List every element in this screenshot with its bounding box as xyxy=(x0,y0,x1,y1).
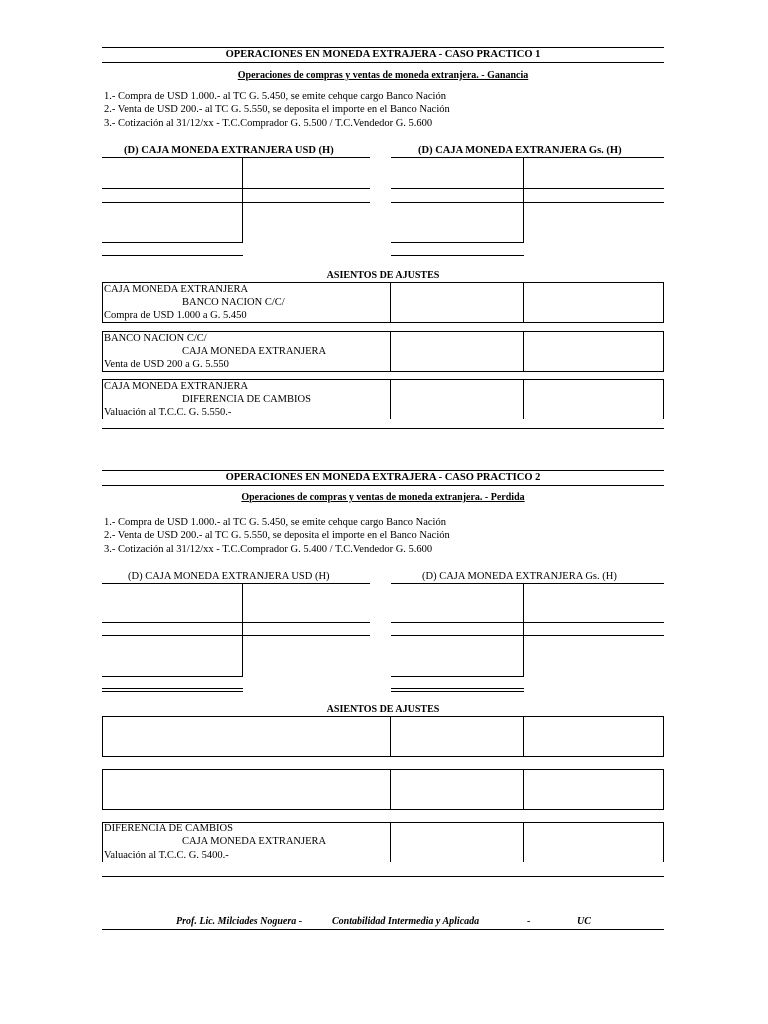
entry-credit-col-rule xyxy=(523,282,524,322)
top-rule xyxy=(102,470,664,471)
t-account-header: (D) CAJA MONEDA EXTRANJERA Gs. (H) xyxy=(422,571,617,582)
t-account-rule xyxy=(102,676,243,677)
t-account-rule xyxy=(391,188,664,189)
footer-separator: - xyxy=(527,916,531,927)
t-account-divider xyxy=(242,157,243,242)
entry-credit-col-rule xyxy=(523,769,524,809)
t-account-rule xyxy=(391,242,524,243)
ajustes-title: ASIENTOS DE AJUSTES xyxy=(326,270,440,281)
entry-debit-account: CAJA MONEDA EXTRANJERA xyxy=(104,381,249,392)
t-account-top-rule xyxy=(102,583,370,584)
case-subtitle: Operaciones de compras y ventas de moneda extranjera. - Ganancia xyxy=(237,70,529,81)
t-account-top-rule xyxy=(102,157,370,158)
entry-credit-col-rule xyxy=(523,331,524,371)
entry-right-rule xyxy=(663,379,664,419)
entry-debit-account: CAJA MONEDA EXTRANJERA xyxy=(104,284,249,295)
footer-rule xyxy=(102,929,664,930)
entry-left-rule xyxy=(102,331,103,371)
entry-bottom-rule xyxy=(102,371,664,372)
footer-author: Prof. Lic. Milciades Noguera - xyxy=(176,916,303,927)
t-account-rule xyxy=(102,635,370,636)
entry-left-rule xyxy=(102,282,103,322)
t-account-rule xyxy=(102,202,370,203)
entry-bottom-rule xyxy=(102,876,664,877)
entry-credit-col-rule xyxy=(523,716,524,756)
entry-bottom-rule xyxy=(102,809,664,810)
entry-right-rule xyxy=(663,769,664,809)
title-rule xyxy=(102,62,664,63)
entry-debit-col-rule xyxy=(390,331,391,371)
t-account-total-rule xyxy=(102,691,243,692)
entry-description: Venta de USD 200 a G. 5.550 xyxy=(104,359,229,370)
case-title: OPERACIONES EN MONEDA EXTRAJERA - CASO PRACTICO 1 xyxy=(225,49,541,60)
entry-bottom-rule xyxy=(102,322,664,323)
t-account-header: (D) CAJA MONEDA EXTRANJERA USD (H) xyxy=(124,145,334,156)
case-title: OPERACIONES EN MONEDA EXTRAJERA - CASO PRACTICO 2 xyxy=(225,472,541,483)
t-account-rule xyxy=(102,242,243,243)
t-account-rule xyxy=(102,188,370,189)
statement-line: 1.- Compra de USD 1.000.- al TC G. 5.450, se emite cehque cargo Banco Nación xyxy=(104,517,446,528)
entry-credit-col-rule xyxy=(523,379,524,419)
t-account-header: (D) CAJA MONEDA EXTRANJERA USD (H) xyxy=(128,571,330,582)
t-account-rule xyxy=(102,622,370,623)
t-account-divider xyxy=(523,157,524,242)
entry-debit-col-rule xyxy=(390,282,391,322)
entry-debit-account: DIFERENCIA DE CAMBIOS xyxy=(104,823,233,834)
entry-top-rule xyxy=(102,769,664,770)
entry-left-rule xyxy=(102,769,103,809)
t-account-total-rule xyxy=(391,691,524,692)
entry-bottom-rule xyxy=(102,756,664,757)
entry-description: Valuación al T.C.C. G. 5400.- xyxy=(104,850,229,861)
entry-debit-col-rule xyxy=(390,716,391,756)
top-rule xyxy=(102,47,664,48)
entry-debit-account: BANCO NACION C/C/ xyxy=(104,333,207,344)
entry-bottom-rule xyxy=(102,428,664,429)
statement-line: 3.- Cotización al 31/12/xx - T.C.Comprador G. 5.400 / T.C.Vendedor G. 5.600 xyxy=(104,544,433,555)
entry-credit-account: CAJA MONEDA EXTRANJERA xyxy=(182,836,327,847)
entry-right-rule xyxy=(663,282,664,322)
t-account-total-rule xyxy=(391,688,524,689)
entry-description: Valuación al T.C.C. G. 5.550.- xyxy=(104,407,232,418)
title-rule xyxy=(102,485,664,486)
t-account-total-rule xyxy=(102,255,243,256)
t-account-header: (D) CAJA MONEDA EXTRANJERA Gs. (H) xyxy=(418,145,622,156)
entry-right-rule xyxy=(663,331,664,371)
t-account-total-rule xyxy=(102,688,243,689)
entry-left-rule xyxy=(102,379,103,419)
statement-line: 1.- Compra de USD 1.000.- al TC G. 5.450, se emite cehque cargo Banco Nación xyxy=(104,91,446,102)
t-account-rule xyxy=(391,635,664,636)
entry-top-rule xyxy=(102,331,664,332)
entry-credit-account: DIFERENCIA DE CAMBIOS xyxy=(182,394,311,405)
case-subtitle: Operaciones de compras y ventas de moneda extranjera. - Perdida xyxy=(241,492,525,503)
entry-credit-account: CAJA MONEDA EXTRANJERA xyxy=(182,346,327,357)
t-account-divider xyxy=(523,583,524,676)
t-account-rule xyxy=(391,202,664,203)
t-account-total-rule xyxy=(391,255,524,256)
entry-right-rule xyxy=(663,822,664,862)
ajustes-title: ASIENTOS DE AJUSTES xyxy=(326,704,440,715)
entry-right-rule xyxy=(663,716,664,756)
entry-left-rule xyxy=(102,822,103,862)
entry-top-rule xyxy=(102,716,664,717)
entry-description: Compra de USD 1.000 a G. 5.450 xyxy=(104,310,247,321)
entry-credit-col-rule xyxy=(523,822,524,862)
t-account-top-rule xyxy=(391,157,664,158)
entry-top-rule xyxy=(102,282,664,283)
t-account-top-rule xyxy=(391,583,664,584)
entry-left-rule xyxy=(102,716,103,756)
statement-line: 2.- Venta de USD 200.- al TC G. 5.550, se deposita el importe en el Banco Nación xyxy=(104,104,450,115)
entry-credit-account: BANCO NACION C/C/ xyxy=(182,297,285,308)
t-account-divider xyxy=(242,583,243,676)
footer-institution: UC xyxy=(577,916,591,927)
entry-top-rule xyxy=(102,379,664,380)
t-account-rule xyxy=(391,622,664,623)
statement-line: 3.- Cotización al 31/12/xx - T.C.Comprador G. 5.500 / T.C.Vendedor G. 5.600 xyxy=(104,118,433,129)
t-account-rule xyxy=(391,676,524,677)
entry-debit-col-rule xyxy=(390,822,391,862)
statement-line: 2.- Venta de USD 200.- al TC G. 5.550, se deposita el importe en el Banco Nación xyxy=(104,530,450,541)
entry-debit-col-rule xyxy=(390,379,391,419)
entry-debit-col-rule xyxy=(390,769,391,809)
footer-course: Contabilidad Intermedia y Aplicada xyxy=(332,916,480,927)
